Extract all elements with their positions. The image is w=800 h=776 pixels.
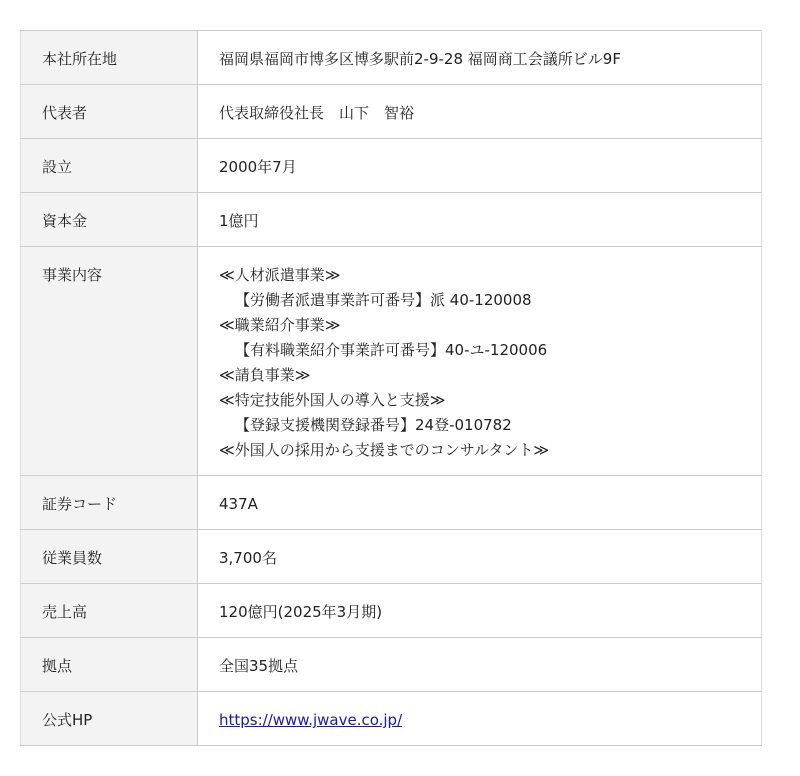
- business-line: ≪特定技能外国人の導入と支援≫: [219, 391, 446, 409]
- table-row-business: [21, 247, 762, 476]
- row-label: 公式HP: [21, 692, 198, 746]
- business-line: 【登録支援機関登録番号】24登-010782: [235, 416, 512, 434]
- business-line: 【有料職業紹介事業許可番号】40-ユ-120006: [235, 341, 548, 359]
- business-line: ≪外国人の採用から支援までのコンサルタント≫: [219, 441, 550, 459]
- table-row-sales: [21, 584, 762, 638]
- business-line: ≪人材派遣事業≫: [219, 266, 341, 284]
- business-line: ≪職業紹介事業≫: [219, 316, 341, 334]
- business-line: 【労働者派遣事業許可番号】派 40-120008: [235, 291, 532, 309]
- row-label: 事業内容: [21, 247, 198, 476]
- table-row-locations: [21, 638, 762, 692]
- table-row-securities-code: [21, 476, 762, 530]
- table-row-employees: [21, 530, 762, 584]
- row-label: 拠点: [21, 638, 198, 692]
- row-value: 437A: [198, 476, 762, 530]
- row-value: 120億円(2025年3月期): [198, 584, 762, 638]
- row-value: 代表取締役社長 山下 智裕: [198, 85, 762, 139]
- row-value: 2000年7月: [198, 139, 762, 193]
- row-label: 従業員数: [21, 530, 198, 584]
- table-row-capital: [21, 193, 762, 247]
- row-label: 本社所在地: [21, 31, 198, 85]
- business-lines: [198, 247, 762, 476]
- row-label: 資本金: [21, 193, 198, 247]
- website-link[interactable]: https://www.jwave.co.jp/: [219, 711, 403, 729]
- row-label: 証券コード: [21, 476, 198, 530]
- row-value: 福岡県福岡市博多区博多駅前2-9-28 福岡商工会議所ビル9F: [198, 31, 762, 85]
- company-info-table: [20, 30, 762, 746]
- table-row-established: [21, 139, 762, 193]
- row-label: 設立: [21, 139, 198, 193]
- row-value: 1億円: [198, 193, 762, 247]
- table-row-address: [21, 31, 762, 85]
- table-row-website: [21, 692, 762, 746]
- business-line: ≪請負事業≫: [219, 366, 311, 384]
- row-value: 全国35拠点: [198, 638, 762, 692]
- row-value: 3,700名: [198, 530, 762, 584]
- row-label: 売上高: [21, 584, 198, 638]
- table-row-representative: [21, 85, 762, 139]
- row-label: 代表者: [21, 85, 198, 139]
